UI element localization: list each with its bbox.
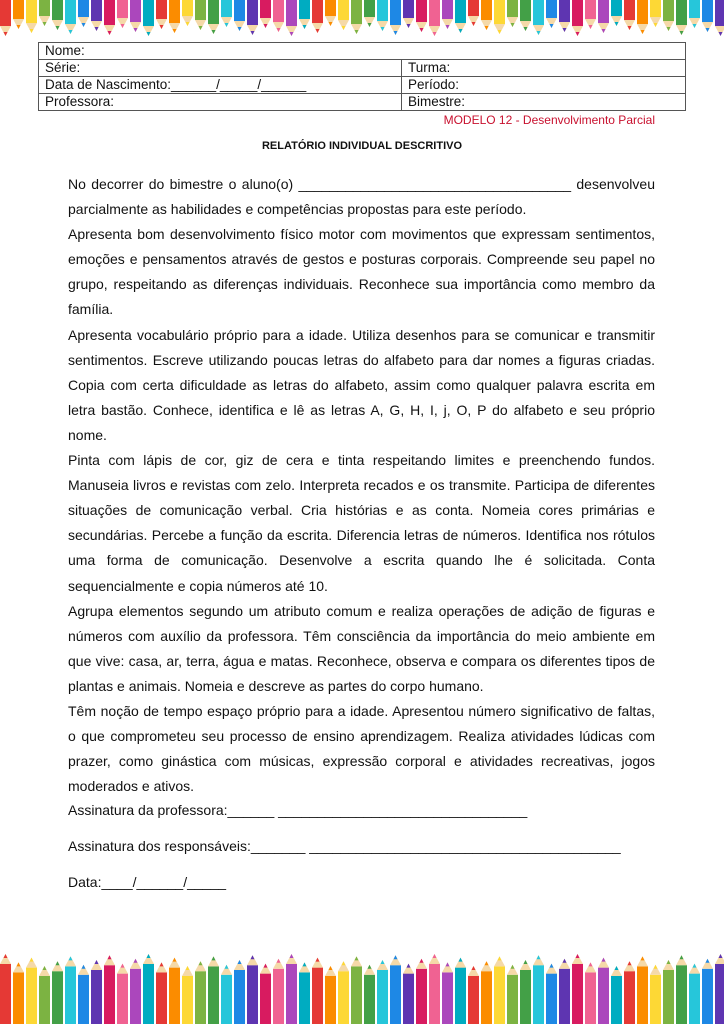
pencil-icon <box>338 961 349 1024</box>
pencil-icon <box>0 0 11 36</box>
report-title: RELATÓRIO INDIVIDUAL DESCRITIVO <box>261 140 463 152</box>
pencil-icon <box>429 954 440 1024</box>
pencil-icon <box>572 0 583 36</box>
pencil-icon <box>637 956 648 1024</box>
pencil-icon <box>364 0 375 27</box>
pencil-icon <box>91 960 102 1024</box>
field-periodo: Período: <box>402 77 686 94</box>
pencil-icon <box>390 955 401 1024</box>
pencil-icon <box>247 0 258 35</box>
pencil-icon <box>481 0 492 30</box>
paragraph: Apresenta vocabulário próprio para a idade. Utiliza desenhos para se comunicar e transmitir sentimentos. Escreve utilizando poucas letras do alfabeto para dar nomes a figuras criadas. Copia com certa dificuldade as letras do alfabeto, assim como qualquer palavra escrita em letra bastão. Conhece, identifica e lê as letras A, G, H, I, j, O, P do alfabeto e seu próprio nome. <box>68 326 655 443</box>
pencil-icon <box>169 0 180 33</box>
pencil-icon <box>299 962 310 1024</box>
pencil-icon <box>91 0 102 31</box>
model-label: MODELO 12 - Desenvolvimento Parcial <box>443 113 655 127</box>
pencil-icon <box>208 956 219 1024</box>
pencil-icon <box>208 0 219 34</box>
pencil-icon <box>689 964 700 1024</box>
pencil-icon <box>338 0 349 30</box>
pencil-icon <box>559 959 570 1024</box>
report-body <box>68 172 655 799</box>
pencil-icon <box>585 0 596 29</box>
pencil-icon <box>104 955 115 1024</box>
paragraph: Agrupa elementos segundo um atributo comum e realiza operações de adição de figuras e números com auxílio da professora. Têm consciência da importância do meio ambiente em que vive: casa, ar, terra, água e matas. Reconhece, observa e compara os diferentes tipos de plantas e animais. Nomeia e descreve as partes do corpo humano. <box>68 602 655 694</box>
pencil-icon <box>416 959 427 1024</box>
pencil-icon <box>520 960 531 1024</box>
pencil-icon <box>26 0 37 33</box>
pencil-icon <box>546 0 557 28</box>
pencil-icon <box>611 0 622 26</box>
pencil-icon <box>195 0 206 30</box>
pencil-icon <box>351 0 362 34</box>
pencil-icon <box>39 0 50 26</box>
pencil-icon <box>676 0 687 35</box>
pencil-icon <box>286 954 297 1024</box>
pencil-icon <box>637 0 648 34</box>
pencil-icon <box>624 0 635 30</box>
pencil-icon <box>325 0 336 26</box>
pencil-icon <box>468 0 479 26</box>
signature-professora: Assinatura da professora:______ ________________________________ <box>68 802 528 818</box>
pencil-icon <box>286 0 297 36</box>
pencil-icon <box>377 0 388 31</box>
pencil-icon <box>676 955 687 1024</box>
pencil-icon <box>247 955 258 1024</box>
pencil-icon <box>546 964 557 1024</box>
pencil-icon <box>533 955 544 1024</box>
field-turma: Turma: <box>402 60 686 77</box>
pencil-icon <box>403 964 414 1024</box>
pencil-icon <box>455 958 466 1024</box>
date-line: Data:____/______/_____ <box>68 874 227 890</box>
paragraph: Têm noção de tempo espaço próprio para a idade. Apresentou número significativo de faltas, o que comprometeu seu processo de ensino aprendizagem. Realiza atividades lúdicas com prazer, como ginástica com músicas, expressão corporal e atividades recreativas, jogos moderados e ativos. <box>68 702 655 795</box>
pencil-icon <box>663 960 674 1024</box>
pencil-icon <box>156 962 167 1024</box>
field-nome: Nome: <box>39 43 686 60</box>
pencil-icon <box>507 0 518 27</box>
pencil-icon <box>117 0 128 28</box>
pencil-icon <box>689 0 700 28</box>
pencil-icon <box>156 0 167 29</box>
pencil-icon <box>169 958 180 1024</box>
pencil-icon <box>234 960 245 1024</box>
pencil-icon <box>572 954 583 1024</box>
pencil-icon <box>260 0 271 28</box>
pencil-icon <box>130 959 141 1024</box>
pencil-icon <box>52 0 63 30</box>
pencil-icon <box>143 0 154 36</box>
field-data-nascimento: Data de Nascimento:______/_____/______ <box>39 77 402 94</box>
pencil-icon <box>182 0 193 26</box>
student-info-form <box>38 42 686 111</box>
pencil-icon <box>377 960 388 1024</box>
pencil-icon <box>312 958 323 1024</box>
pencil-icon <box>13 0 24 29</box>
pencil-icon <box>585 962 596 1024</box>
pencil-icon <box>260 964 271 1024</box>
pencil-icon <box>195 961 206 1024</box>
pencil-icon <box>273 0 284 32</box>
pencil-icon <box>611 966 622 1024</box>
pencil-border-bottom <box>0 950 724 1024</box>
field-professora: Professora: <box>39 94 402 111</box>
pencil-icon <box>702 959 713 1024</box>
pencil-icon <box>429 0 440 36</box>
paragraph: Apresenta bom desenvolvimento físico motor com movimentos que expressam sentimentos, emoções e pensamentos através de gestos e posturas corporais. Compreende seu papel no grupo, respeitando as diferenças individuais. Reconhece sua importância como membro da família. <box>68 226 655 318</box>
pencil-icon <box>273 959 284 1024</box>
pencil-icon <box>364 965 375 1024</box>
pencil-icon <box>559 0 570 32</box>
pencil-icon <box>494 0 505 34</box>
pencil-icon <box>624 961 635 1024</box>
pencil-icon <box>702 0 713 32</box>
pencil-icon <box>533 0 544 35</box>
pencil-icon <box>26 958 37 1024</box>
pencil-border-top <box>0 0 724 40</box>
field-bimestre: Bimestre: <box>402 94 686 111</box>
pencil-icon <box>390 0 401 35</box>
pencil-icon <box>65 0 76 34</box>
pencil-icon <box>598 0 609 33</box>
pencil-icon <box>39 966 50 1024</box>
pencil-icon <box>117 964 128 1024</box>
pencil-icon <box>494 956 505 1024</box>
pencil-icon <box>78 0 89 27</box>
pencil-icon <box>715 954 724 1024</box>
pencil-icon <box>182 966 193 1024</box>
pencil-border-bottom-graphic <box>0 950 724 1024</box>
pencil-icon <box>52 961 63 1024</box>
pencil-icon <box>520 0 531 31</box>
pencil-icon <box>650 0 661 27</box>
paragraph: No decorrer do bimestre o aluno(o) ___________________________________ desenvolveu parcialmente as habilidades e competências propostas para este período. <box>68 176 655 218</box>
pencil-icon <box>403 0 414 28</box>
field-serie: Série: <box>39 60 402 77</box>
pencil-icon <box>325 966 336 1024</box>
pencil-icon <box>221 0 232 27</box>
pencil-icon <box>507 965 518 1024</box>
pencil-icon <box>715 0 724 36</box>
pencil-icon <box>481 961 492 1024</box>
pencil-icon <box>65 956 76 1024</box>
pencil-icon <box>13 962 24 1024</box>
pencil-icon <box>299 0 310 29</box>
pencil-icon <box>442 962 453 1024</box>
pencil-icon <box>104 0 115 35</box>
paragraph: Pinta com lápis de cor, giz de cera e tinta respeitando limites e preenchendo fundos. Manuseia livros e revistas com zelo. Interpreta recados e os transmite. Participa de diferentes situações de comunicação verbal. Cria histórias e as conta. Nomeia cores primárias e secundárias. Percebe a função da escrita. Diferencia letras de números. Identifica nos rótulos uma forma de comunicação. Desenvolve a escrita quando lhe é solicitada. Conta sequencialmente e copia números até 10. <box>68 452 655 594</box>
pencil-icon <box>130 0 141 32</box>
pencil-icon <box>312 0 323 33</box>
pencil-icon <box>598 958 609 1024</box>
pencil-icon <box>234 0 245 31</box>
pencil-border-top-graphic <box>0 0 724 40</box>
pencil-icon <box>650 965 661 1024</box>
pencil-icon <box>663 0 674 31</box>
pencil-icon <box>351 956 362 1024</box>
pencil-icon <box>455 0 466 33</box>
pencil-icon <box>78 965 89 1024</box>
pencil-icon <box>468 966 479 1024</box>
pencil-icon <box>221 965 232 1024</box>
pencil-icon <box>416 0 427 32</box>
pencil-icon <box>143 954 154 1024</box>
signature-responsaveis: Assinatura dos responsáveis:_______ ________________________________________ <box>68 838 621 854</box>
pencil-icon <box>0 954 11 1024</box>
pencil-icon <box>442 0 453 29</box>
